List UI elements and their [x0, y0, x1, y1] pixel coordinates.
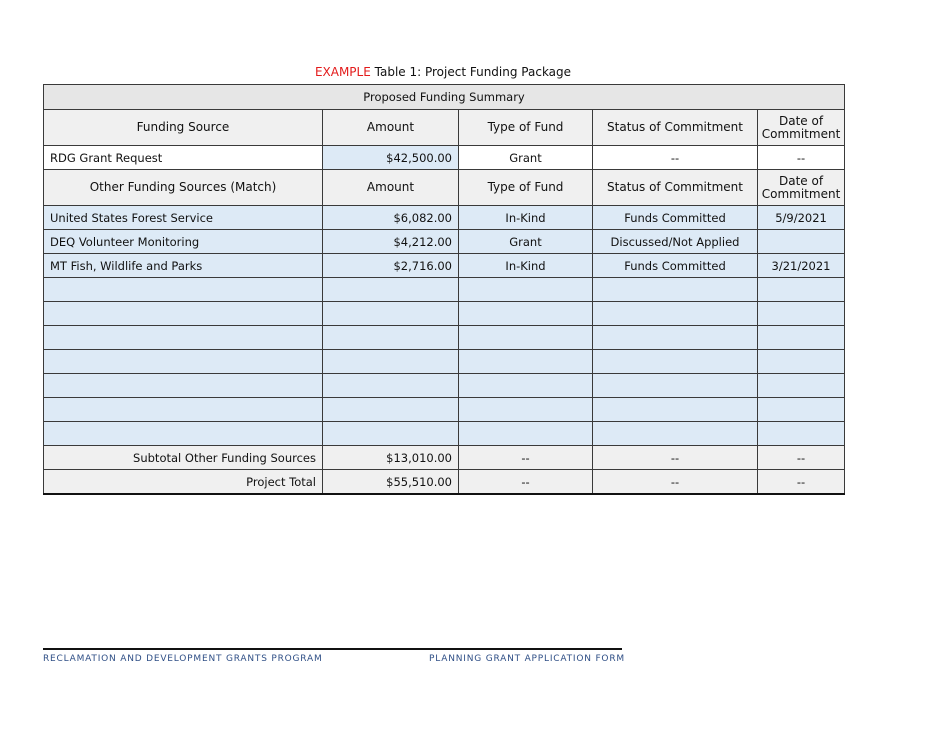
- cell-amount-input[interactable]: $2,716.00: [323, 254, 459, 278]
- table-row: [44, 206, 845, 230]
- cell-amount-input[interactable]: [323, 278, 459, 302]
- header-cell: Date of Commitment: [758, 110, 845, 146]
- total-date: --: [758, 470, 845, 495]
- cell-date-input[interactable]: [758, 422, 845, 446]
- funding-table: [43, 84, 845, 495]
- cell-status: --: [593, 146, 758, 170]
- table-row: [44, 374, 845, 398]
- cell-type-input[interactable]: [459, 278, 593, 302]
- cell-source-input[interactable]: [44, 302, 323, 326]
- cell-date-input[interactable]: 3/21/2021: [758, 254, 845, 278]
- table-row: [44, 254, 845, 278]
- subtotal-amount: $13,010.00: [323, 446, 459, 470]
- table-title: Proposed Funding Summary: [44, 85, 845, 110]
- cell-amount-input[interactable]: $6,082.00: [323, 206, 459, 230]
- cell-status-input[interactable]: [593, 278, 758, 302]
- header-cell: Other Funding Sources (Match): [44, 170, 323, 206]
- cell-date-input[interactable]: 5/9/2021: [758, 206, 845, 230]
- cell-date-input[interactable]: [758, 374, 845, 398]
- table-row: [44, 326, 845, 350]
- cell-date: --: [758, 146, 845, 170]
- subtotal-label: Subtotal Other Funding Sources: [44, 446, 323, 470]
- header-cell: Status of Commitment: [593, 110, 758, 146]
- cell-source-input[interactable]: [44, 398, 323, 422]
- cell-amount-input[interactable]: [323, 350, 459, 374]
- cell-amount-input[interactable]: [323, 326, 459, 350]
- project-total-row: [44, 470, 845, 495]
- header-cell: Amount: [323, 170, 459, 206]
- cell-status-input[interactable]: [593, 422, 758, 446]
- cell-amount-input[interactable]: [323, 302, 459, 326]
- cell-status-input[interactable]: [593, 350, 758, 374]
- cell-source-input[interactable]: United States Forest Service: [44, 206, 323, 230]
- header-row-grant: [44, 110, 845, 146]
- cell-source-input[interactable]: MT Fish, Wildlife and Parks: [44, 254, 323, 278]
- cell-date-input[interactable]: [758, 302, 845, 326]
- cell-status-input[interactable]: [593, 326, 758, 350]
- cell-date-input[interactable]: [758, 326, 845, 350]
- cell-type-input[interactable]: [459, 374, 593, 398]
- cell-source-input[interactable]: DEQ Volunteer Monitoring: [44, 230, 323, 254]
- cell-date-input[interactable]: [758, 278, 845, 302]
- cell-status-input[interactable]: Discussed/Not Applied: [593, 230, 758, 254]
- cell-amount-input[interactable]: [323, 398, 459, 422]
- cell-status-input[interactable]: [593, 374, 758, 398]
- cell-source-input[interactable]: [44, 350, 323, 374]
- cell-status-input[interactable]: [593, 302, 758, 326]
- header-cell: Date of Commitment: [758, 170, 845, 206]
- cell-source-input[interactable]: [44, 326, 323, 350]
- header-cell: Funding Source: [44, 110, 323, 146]
- cell-date-input[interactable]: [758, 398, 845, 422]
- footer-program-name: RECLAMATION AND DEVELOPMENT GRANTS PROGRAM: [43, 654, 323, 664]
- match-rows: [44, 206, 845, 446]
- footer-form-name: PLANNING GRANT APPLICATION FORM: [429, 654, 625, 664]
- header-cell: Type of Fund: [459, 110, 593, 146]
- cell-source-input[interactable]: [44, 278, 323, 302]
- subtotal-type: --: [459, 446, 593, 470]
- header-cell: Type of Fund: [459, 170, 593, 206]
- cell-source-input[interactable]: [44, 422, 323, 446]
- total-amount: $55,510.00: [323, 470, 459, 495]
- header-cell: Status of Commitment: [593, 170, 758, 206]
- cell-amount-input[interactable]: $42,500.00: [323, 146, 459, 170]
- total-status: --: [593, 470, 758, 495]
- cell-status-input[interactable]: [593, 398, 758, 422]
- cell-status-input[interactable]: Funds Committed: [593, 206, 758, 230]
- cell-date-input[interactable]: [758, 350, 845, 374]
- cell-type-input[interactable]: [459, 422, 593, 446]
- table-row: [44, 278, 845, 302]
- cell-type-input[interactable]: In-Kind: [459, 254, 593, 278]
- table-row: [44, 422, 845, 446]
- subtotal-row: [44, 446, 845, 470]
- cell-status-input[interactable]: Funds Committed: [593, 254, 758, 278]
- table-row: [44, 398, 845, 422]
- cell-type-input[interactable]: [459, 326, 593, 350]
- table-row: [44, 230, 845, 254]
- cell-amount-input[interactable]: $4,212.00: [323, 230, 459, 254]
- cell-type-input[interactable]: [459, 350, 593, 374]
- cell-type-input[interactable]: Grant: [459, 230, 593, 254]
- example-label: EXAMPLE: [314, 65, 371, 79]
- table-row: [44, 350, 845, 374]
- cell-type: Grant: [459, 146, 593, 170]
- cell-source-input[interactable]: [44, 374, 323, 398]
- grant-request-row: [44, 146, 845, 170]
- footer-divider: [43, 648, 622, 650]
- cell-type-input[interactable]: [459, 302, 593, 326]
- cell-source: RDG Grant Request: [44, 146, 323, 170]
- table-title-row: [44, 85, 845, 110]
- total-label: Project Total: [44, 470, 323, 495]
- table-caption: [0, 64, 886, 80]
- cell-amount-input[interactable]: [323, 422, 459, 446]
- cell-type-input[interactable]: In-Kind: [459, 206, 593, 230]
- cell-type-input[interactable]: [459, 398, 593, 422]
- cell-date-input[interactable]: [758, 230, 845, 254]
- header-cell: Amount: [323, 110, 459, 146]
- cell-amount-input[interactable]: [323, 374, 459, 398]
- subtotal-status: --: [593, 446, 758, 470]
- table-row: [44, 302, 845, 326]
- header-row-match: [44, 170, 845, 206]
- caption-text: Table 1: Project Funding Package: [374, 65, 572, 79]
- subtotal-date: --: [758, 446, 845, 470]
- total-type: --: [459, 470, 593, 495]
